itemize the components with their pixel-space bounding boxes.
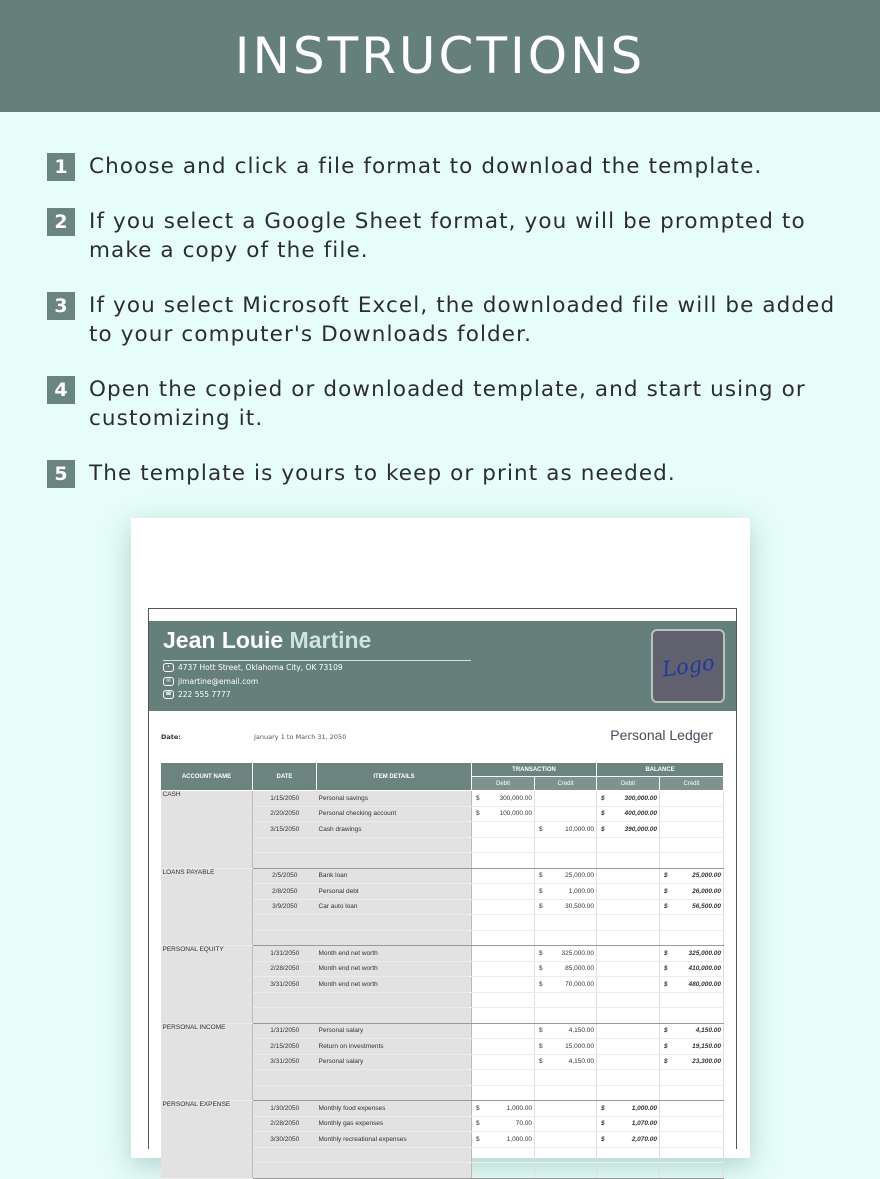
location-icon: • [163,663,174,672]
instructions-banner [0,0,880,112]
currency-symbol: $ [664,872,668,880]
date-cell [253,930,317,946]
phone-icon: ☎ [163,690,174,699]
item-cell: Month end net worth [317,946,472,962]
amount-cell [472,822,535,838]
currency-symbol: $ [664,1027,668,1035]
item-cell [317,1085,472,1101]
step-1 [47,152,847,181]
header-divider [163,660,471,661]
currency-symbol: $ [664,980,668,988]
date-cell [253,1147,317,1163]
col-transaction-debit: Debit [472,777,535,791]
item-cell: Personal salary [317,1054,472,1070]
instruction-steps [47,152,847,514]
currency-symbol: $ [539,887,543,895]
amount-cell [535,806,597,822]
logo-placeholder [651,629,725,703]
date-cell: 1/30/2050 [253,1101,317,1117]
item-cell [317,837,472,853]
date-label: Date: [161,733,181,741]
item-cell: Personal savings [317,791,472,807]
amount-cell [597,1163,660,1179]
amount-value: 1,000.00 [568,887,595,895]
currency-symbol: $ [601,810,605,818]
amount-cell [597,1008,660,1024]
step-4 [47,375,847,433]
amount-cell [660,822,724,838]
address-text: 4737 Hott Street, Oklahoma City, OK 73109 [178,663,343,672]
amount-cell [660,1147,724,1163]
amount-cell [660,1070,724,1086]
table-row [161,1101,724,1117]
owner-name [163,627,371,654]
amount-value: 1,070.00 [631,1120,658,1128]
amount-cell [660,868,724,884]
date-cell: 3/31/2050 [253,977,317,993]
amount-cell [597,806,660,822]
currency-symbol: $ [476,1120,480,1128]
amount-cell [535,915,597,931]
amount-cell [597,822,660,838]
table-row [161,868,724,884]
amount-value: 325,000.00 [561,949,595,957]
item-cell [317,930,472,946]
date-cell [253,853,317,869]
amount-cell [472,791,535,807]
currency-symbol: $ [539,1027,543,1035]
step-text: If you select a Google Sheet format, you will be prompted to make a copy of the file. [89,209,806,263]
amount-cell [472,977,535,993]
amount-cell [472,1101,535,1117]
amount-cell [660,977,724,993]
item-cell: Bank loan [317,868,472,884]
amount-cell [472,1070,535,1086]
step-number: 1 [47,153,75,181]
currency-symbol: $ [664,965,668,973]
account-name-cell: PERSONAL EXPENSE [161,1101,253,1179]
date-cell [253,915,317,931]
account-name-cell: LOANS PAYABLE [161,868,253,946]
amount-cell [535,837,597,853]
amount-value: 410,000.00 [688,965,722,973]
amount-cell [472,961,535,977]
item-cell [317,915,472,931]
amount-value: 1,000.00 [506,1104,532,1112]
amount-cell [535,853,597,869]
currency-symbol: $ [539,903,543,911]
amount-cell [472,868,535,884]
col-date: DATE [253,763,317,791]
amount-cell [660,853,724,869]
amount-cell [660,1116,724,1132]
item-cell [317,1008,472,1024]
email-line [163,677,258,686]
owner-first-name: Jean Louie [163,627,284,653]
amount-cell [660,806,724,822]
item-cell [317,1070,472,1086]
date-cell: 3/15/2050 [253,822,317,838]
amount-cell [535,946,597,962]
amount-cell [660,930,724,946]
date-cell: 2/20/2050 [253,806,317,822]
phone-text: 222 555 7777 [178,690,231,699]
amount-cell [472,1085,535,1101]
date-cell [253,1163,317,1179]
amount-cell [472,806,535,822]
amount-cell [472,946,535,962]
amount-cell [472,915,535,931]
date-cell: 2/8/2050 [253,884,317,900]
amount-cell [660,961,724,977]
step-number: 3 [47,292,75,320]
col-transaction-credit: Credit [535,777,597,791]
amount-cell [597,915,660,931]
amount-cell [597,1101,660,1117]
item-cell: Monthly gas expenses [317,1116,472,1132]
col-balance-credit: Credit [660,777,724,791]
currency-symbol: $ [664,949,668,957]
amount-cell [472,837,535,853]
currency-symbol: $ [476,794,480,802]
amount-cell [597,961,660,977]
table-row [161,1023,724,1039]
currency-symbol: $ [539,872,543,880]
amount-cell [597,884,660,900]
amount-value: 25,000.00 [565,872,595,880]
amount-value: 15,000.00 [565,1042,595,1050]
amount-cell [597,946,660,962]
table-row [161,791,724,807]
logo-text: Logo [660,650,716,682]
amount-cell [597,853,660,869]
amount-cell [535,992,597,1008]
item-cell [317,853,472,869]
currency-symbol: $ [539,1058,543,1066]
amount-cell [472,992,535,1008]
amount-cell [660,837,724,853]
amount-cell [472,930,535,946]
item-cell: Monthly food expenses [317,1101,472,1117]
date-cell: 3/31/2050 [253,1054,317,1070]
amount-value: 19,150.00 [692,1042,722,1050]
amount-cell [472,1116,535,1132]
amount-cell [597,1116,660,1132]
amount-value: 4,150.00 [695,1027,722,1035]
amount-cell [535,1054,597,1070]
amount-value: 2,070.00 [631,1135,658,1143]
date-cell: 1/15/2050 [253,791,317,807]
date-cell [253,1070,317,1086]
amount-cell [597,837,660,853]
amount-value: 25,000.00 [692,872,722,880]
amount-cell [660,899,724,915]
item-cell: Monthly recreational expenses [317,1132,472,1148]
phone-line [163,690,231,699]
amount-cell [472,1132,535,1148]
date-cell: 3/9/2050 [253,899,317,915]
col-balance: BALANCE [597,763,724,777]
ledger-body [161,791,724,1179]
amount-value: 70.00 [515,1120,532,1128]
step-3 [47,291,847,349]
currency-symbol: $ [601,825,605,833]
amount-value: 325,000.00 [688,949,722,957]
amount-cell [472,1147,535,1163]
amount-cell [472,1054,535,1070]
currency-symbol: $ [601,1104,605,1112]
date-cell [253,1085,317,1101]
amount-value: 400,000.00 [624,810,658,818]
amount-cell [660,1008,724,1024]
ledger-title: Personal Ledger [610,727,713,743]
item-cell: Month end net worth [317,977,472,993]
amount-value: 4,150.00 [568,1058,595,1066]
step-text: Open the copied or downloaded template, and start using or customizing it. [89,377,806,431]
amount-value: 390,000.00 [624,825,658,833]
currency-symbol: $ [539,1042,543,1050]
date-cell: 2/28/2050 [253,961,317,977]
amount-value: 30,500.00 [565,903,595,911]
col-balance-debit: Debit [597,777,660,791]
amount-cell [597,1070,660,1086]
date-value: January 1 to March 31, 2050 [254,733,347,741]
amount-cell [535,868,597,884]
step-number: 4 [47,376,75,404]
amount-cell [660,1054,724,1070]
step-5 [47,459,847,488]
amount-cell [535,884,597,900]
amount-cell [472,1039,535,1055]
amount-cell [535,961,597,977]
amount-value: 85,000.00 [565,965,595,973]
amount-value: 1,000.00 [631,1104,658,1112]
currency-symbol: $ [601,794,605,802]
amount-value: 4,150.00 [568,1027,595,1035]
amount-cell [535,1147,597,1163]
item-cell: Return on investments [317,1039,472,1055]
owner-last-name: Martine [289,627,372,653]
item-cell: Personal salary [317,1023,472,1039]
date-cell: 2/28/2050 [253,1116,317,1132]
amount-cell [597,1085,660,1101]
currency-symbol: $ [539,825,543,833]
amount-value: 1,000.00 [506,1135,532,1143]
step-text: Choose and click a file format to download the template. [89,154,763,179]
currency-symbol: $ [664,887,668,895]
date-cell: 1/31/2050 [253,946,317,962]
amount-cell [535,1008,597,1024]
step-number: 5 [47,460,75,488]
amount-value: 56,500.00 [692,903,722,911]
item-cell: Cash drawings [317,822,472,838]
amount-cell [660,1132,724,1148]
amount-cell [660,791,724,807]
email-icon: ✉ [163,677,174,686]
amount-value: 10,000.00 [565,825,595,833]
col-transaction: TRANSACTION [472,763,597,777]
currency-symbol: $ [476,810,480,818]
table-row [161,946,724,962]
amount-cell [660,915,724,931]
account-name-cell: PERSONAL EQUITY [161,946,253,1024]
amount-cell [597,930,660,946]
date-cell: 3/30/2050 [253,1132,317,1148]
currency-symbol: $ [601,1135,605,1143]
amount-cell [597,868,660,884]
date-cell [253,992,317,1008]
amount-cell [472,853,535,869]
item-cell [317,992,472,1008]
amount-cell [535,899,597,915]
ledger-document [148,608,737,1149]
amount-cell [535,1163,597,1179]
amount-value: 480,000.00 [688,980,722,988]
amount-cell [660,1163,724,1179]
amount-cell [472,884,535,900]
amount-cell [597,1039,660,1055]
date-cell: 2/15/2050 [253,1039,317,1055]
item-cell: Month end net worth [317,961,472,977]
amount-cell [535,822,597,838]
date-cell: 1/31/2050 [253,1023,317,1039]
amount-cell [597,1132,660,1148]
amount-cell [535,1023,597,1039]
ledger-table [160,762,724,1179]
currency-symbol: $ [601,1120,605,1128]
col-account-name: ACCOUNT NAME [161,763,253,791]
currency-symbol: $ [664,1042,668,1050]
amount-cell [535,930,597,946]
currency-symbol: $ [539,980,543,988]
amount-cell [660,992,724,1008]
amount-cell [597,977,660,993]
currency-symbol: $ [664,1058,668,1066]
currency-symbol: $ [539,965,543,973]
amount-cell [472,1008,535,1024]
amount-cell [660,1023,724,1039]
item-cell: Car auto loan [317,899,472,915]
amount-cell [597,899,660,915]
amount-value: 26,000.00 [692,887,722,895]
amount-cell [472,899,535,915]
date-cell: 2/5/2050 [253,868,317,884]
col-item-details: ITEM DETAILS [317,763,472,791]
amount-cell [535,1039,597,1055]
item-cell: Personal checking account [317,806,472,822]
date-cell [253,1008,317,1024]
address-line [163,663,343,672]
account-name-cell: CASH [161,791,253,869]
currency-symbol: $ [476,1104,480,1112]
step-2 [47,207,847,265]
amount-cell [472,1023,535,1039]
amount-cell [535,1101,597,1117]
amount-value: 23,300.00 [692,1058,722,1066]
amount-value: 70,000.00 [565,980,595,988]
amount-cell [597,791,660,807]
amount-cell [660,946,724,962]
item-cell [317,1147,472,1163]
email-text: jlmartine@email.com [178,677,259,686]
amount-cell [660,1039,724,1055]
amount-cell [660,1101,724,1117]
amount-cell [660,1085,724,1101]
amount-value: 300,000.00 [499,794,532,802]
amount-cell [535,1070,597,1086]
amount-value: 100,000.00 [499,810,532,818]
amount-cell [535,1132,597,1148]
amount-cell [660,884,724,900]
date-cell [253,837,317,853]
banner-title: INSTRUCTIONS [234,27,646,85]
item-cell [317,1163,472,1179]
step-text: The template is yours to keep or print as needed. [89,461,676,486]
amount-cell [535,791,597,807]
amount-cell [597,1023,660,1039]
amount-cell [535,1085,597,1101]
step-number: 2 [47,208,75,236]
item-cell: Personal debt [317,884,472,900]
amount-cell [597,1054,660,1070]
document-header [149,621,736,711]
amount-cell [472,1163,535,1179]
amount-value: 300,000.00 [624,794,658,802]
amount-cell [597,1147,660,1163]
currency-symbol: $ [664,903,668,911]
amount-cell [535,1116,597,1132]
currency-symbol: $ [539,949,543,957]
amount-cell [597,992,660,1008]
step-text: If you select Microsoft Excel, the downloaded file will be added to your computer's Downloads folder. [89,293,836,347]
account-name-cell: PERSONAL INCOME [161,1023,253,1101]
currency-symbol: $ [476,1135,480,1143]
amount-cell [535,977,597,993]
